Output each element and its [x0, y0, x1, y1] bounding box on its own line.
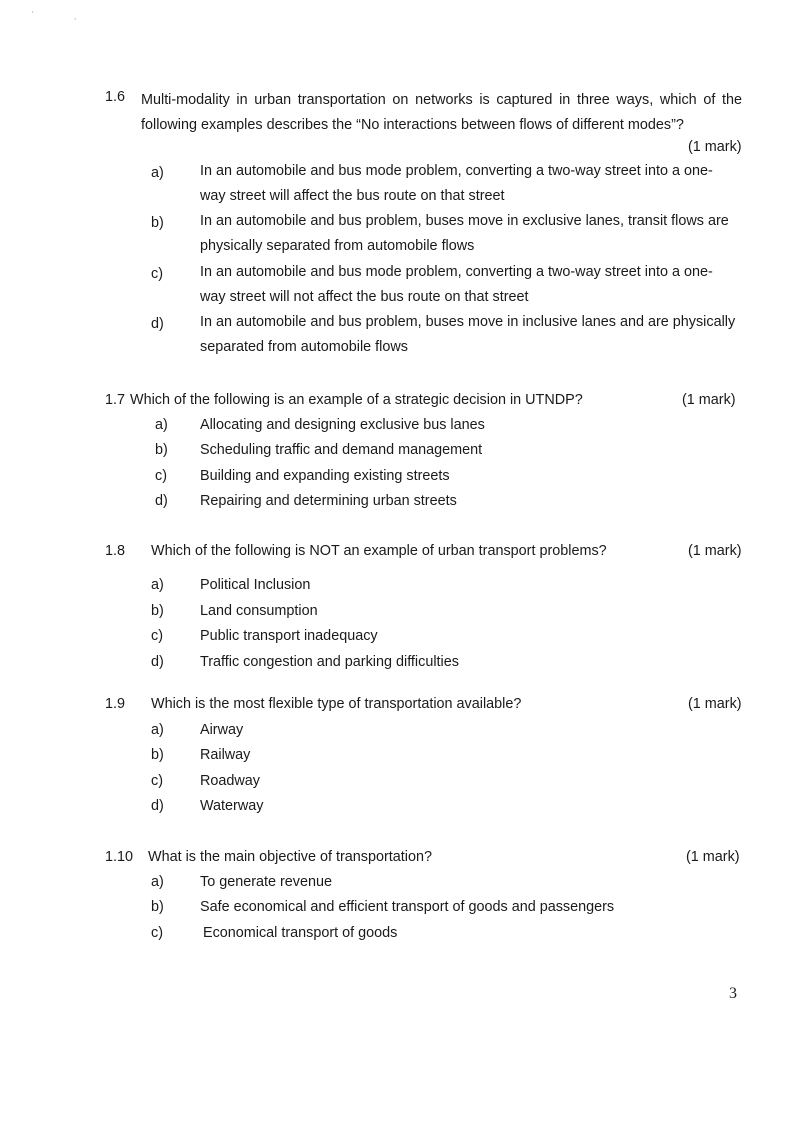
option-letter: d)	[155, 493, 168, 509]
option-letter: b)	[151, 603, 164, 619]
question-text: Which of the following is an example of a strategic decision in UTNDP?	[130, 392, 583, 408]
option-text: Roadway	[200, 773, 260, 789]
option-letter: d)	[151, 798, 164, 814]
option-letter: b)	[151, 215, 164, 231]
option-letter: a)	[151, 722, 164, 738]
option-letter: a)	[151, 577, 164, 593]
option-text: Waterway	[200, 798, 264, 814]
option-letter: c)	[151, 628, 163, 644]
option-letter: b)	[155, 442, 168, 458]
option-text: Allocating and designing exclusive bus lanes	[200, 417, 485, 433]
question-mark: (1 mark)	[688, 543, 742, 559]
option-text: Traffic congestion and parking difficulties	[200, 654, 459, 670]
option-letter: c)	[151, 773, 163, 789]
option-text: Building and expanding existing streets	[200, 468, 450, 484]
option-text: Safe economical and efficient transport of goods and passengers	[200, 899, 615, 915]
page-number: 3	[729, 985, 737, 1002]
option-letter: a)	[151, 874, 164, 890]
option-letter: c)	[151, 266, 163, 282]
option-letter: c)	[155, 468, 167, 484]
option-text: Airway	[200, 722, 244, 738]
question-number: 1.8	[105, 543, 126, 559]
option-text: To generate revenue	[200, 874, 333, 890]
question-text: Multi-modality in urban transportation on networks is captured in three ways, which of the following examples describes the “No interactions between flows of different modes”?	[141, 92, 742, 134]
option-text: In an automobile and bus mode problem, converting a two-way street into a one-way street will not affect the bus route on that street	[200, 264, 713, 306]
scan-mark: '	[32, 10, 34, 19]
option-text: Railway	[200, 747, 251, 763]
option-letter: d)	[151, 654, 164, 670]
option-letter: a)	[155, 417, 168, 433]
option-letter: b)	[151, 899, 164, 915]
question-number: 1.9	[105, 696, 126, 712]
option-letter: a)	[151, 165, 164, 181]
option-letter: d)	[151, 316, 164, 332]
option-letter: c)	[151, 925, 163, 941]
option-text: In an automobile and bus mode problem, converting a two-way street into a one-way street will affect the bus route on that street	[200, 163, 713, 205]
option-text: Repairing and determining urban streets	[200, 493, 457, 509]
question-mark: (1 mark)	[686, 849, 740, 865]
question-mark: (1 mark)	[688, 139, 742, 155]
question-mark: (1 mark)	[688, 696, 742, 712]
option-text: In an automobile and bus problem, buses move in inclusive lanes and are physically separated from automobile flows	[200, 314, 736, 356]
question-text: What is the main objective of transportation?	[148, 849, 432, 865]
option-text: Scheduling traffic and demand management	[200, 442, 483, 458]
option-text: In an automobile and bus problem, buses move in exclusive lanes, transit flows are physically separated from automobile flows	[200, 213, 729, 255]
option-text: Economical transport of goods	[203, 925, 398, 941]
option-text: Land consumption	[200, 603, 318, 619]
question-number: 1.7	[105, 392, 126, 408]
question-number: 1.10	[105, 849, 134, 865]
question-mark: (1 mark)	[682, 392, 736, 408]
question-text: Which of the following is NOT an example of urban transport problems?	[151, 543, 607, 559]
option-text: Political Inclusion	[200, 577, 311, 593]
question-text: Which is the most flexible type of transportation available?	[151, 696, 522, 712]
question-number: 1.6	[105, 89, 126, 105]
scan-mark: ,	[74, 12, 77, 21]
option-letter: b)	[151, 747, 164, 763]
option-text: Public transport inadequacy	[200, 628, 378, 644]
